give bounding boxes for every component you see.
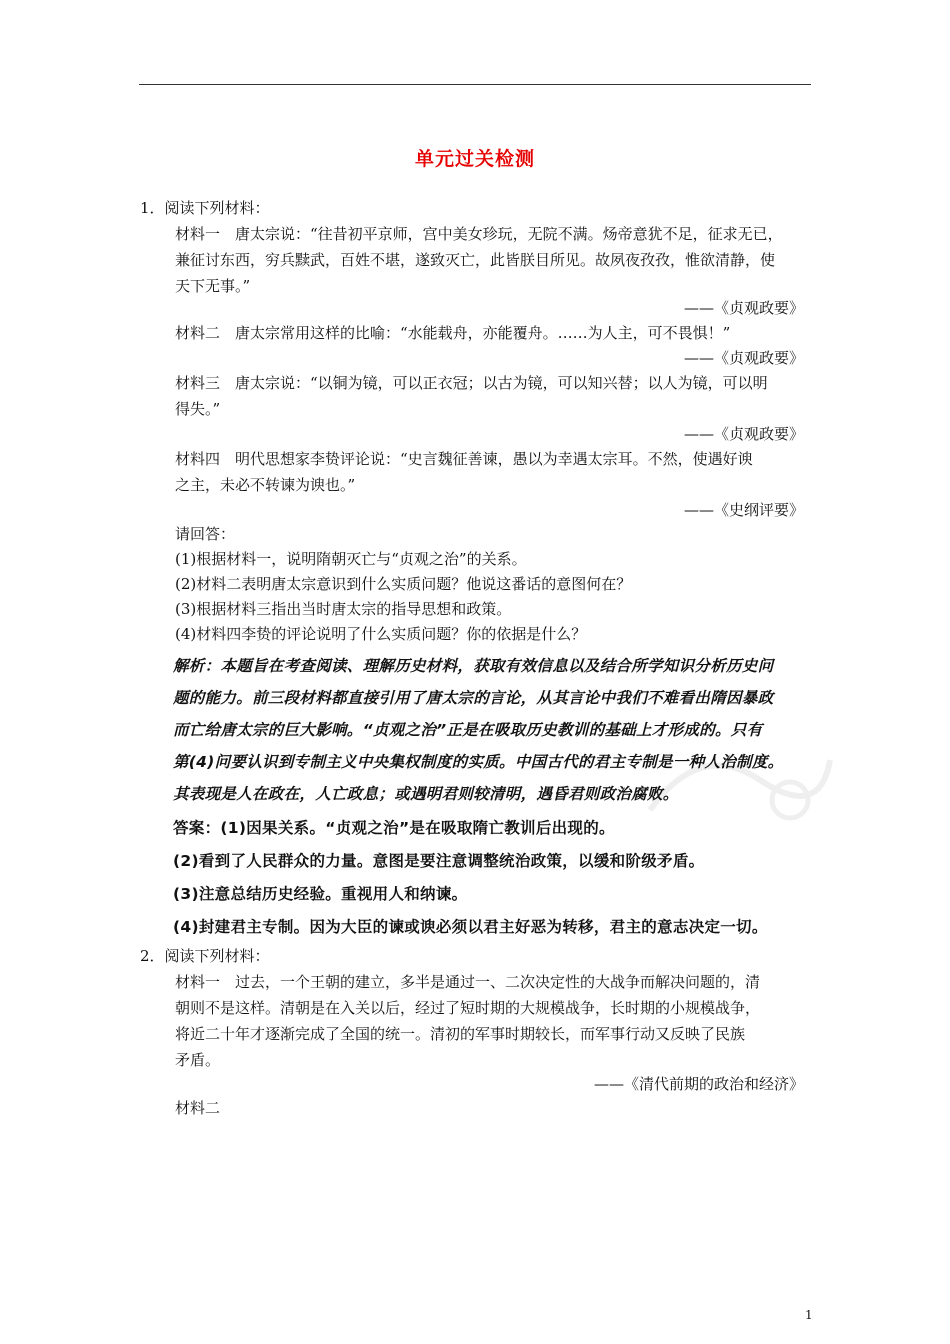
q1-m4-line: 材料四 明代思想家李贽评论说：“史言魏征善谏，愚以为幸遇太宗耳。不然，使遇好谀 <box>175 450 753 468</box>
q1-answer-line: (4)封建君主专制。因为大臣的谏或谀必须以君主好恶为转移，君主的意志决定一切。 <box>173 918 768 936</box>
q1-m4-line: 之主，未必不转谏为谀也。” <box>175 476 356 494</box>
q1-m3-line: 材料三 唐太宗说：“以铜为镜，可以正衣冠；以古为镜，可以知兴替；以人为镜，可以明 <box>175 374 768 392</box>
q2-m1-line: 将近二十年才逐渐完成了全国的统一。清初的军事时期较长，而军事行动又反映了民族 <box>175 1025 746 1043</box>
q2-m1-source: ——《清代前期的政治和经济》 <box>593 1075 804 1093</box>
q1-m3-line: 得失。” <box>175 400 221 418</box>
q1-intro: 1．阅读下列材料： <box>140 199 270 217</box>
q1-question: (2)材料二表明唐太宗意识到什么实质问题？他说这番话的意图何在？ <box>175 575 632 593</box>
q1-analysis-line: 而亡给唐太宗的巨大影响。“贞观之治”正是在吸取历史教训的基础上才形成的。只有 <box>173 721 763 739</box>
q1-question: (1)根据材料一，说明隋朝灭亡与“贞观之治”的关系。 <box>175 550 527 568</box>
header-rule <box>139 84 811 85</box>
q1-m2-line: 材料二 唐太宗常用这样的比喻：“水能载舟，亦能覆舟。……为人主，可不畏惧！” <box>175 324 731 342</box>
q1-analysis-line: 第(4)问要认识到专制主义中央集权制度的实质。中国古代的君主专制是一种人治制度。 <box>173 753 784 771</box>
q2-m1-line: 材料一 过去，一个王朝的建立，多半是通过一、二次决定性的大战争而解决问题的，清 <box>175 973 761 991</box>
q1-m1-line: 天下无事。” <box>175 277 251 295</box>
q2-m1-line: 矛盾。 <box>175 1051 221 1069</box>
q1-answer-line: (2)看到了人民群众的力量。意图是要注意调整统治政策，以缓和阶级矛盾。 <box>173 852 705 870</box>
q1-m1-source: ——《贞观政要》 <box>683 299 804 317</box>
q2-intro: 2．阅读下列材料： <box>140 947 270 965</box>
q1-m1-line: 材料一 唐太宗说：“往昔初平京师，宫中美女珍玩，无院不满。炀帝意犹不足，征求无已， <box>175 225 783 243</box>
q1-question: (4)材料四李贽的评论说明了什么实质问题？你的依据是什么？ <box>175 625 587 643</box>
q1-analysis-line: 题的能力。前三段材料都直接引用了唐太宗的言论，从其言论中我们不难看出隋因暴政 <box>173 689 774 707</box>
page-title: 单元过关检测 <box>414 148 535 170</box>
q1-m3-source: ——《贞观政要》 <box>683 425 804 443</box>
q1-m1-line: 兼征讨东西，穷兵黩武，百姓不堪，遂致灭亡，此皆朕目所见。故夙夜孜孜，惟欲清静，使 <box>175 251 776 269</box>
q2-m1-line: 朝则不是这样。清朝是在入关以后，经过了短时期的大规模战争，长时期的小规模战争， <box>175 999 761 1017</box>
page-number: 1 <box>805 1308 813 1322</box>
q1-question: (3)根据材料三指出当时唐太宗的指导思想和政策。 <box>175 600 512 618</box>
q1-answer-line: (3)注意总结历史经验。重视用人和纳谏。 <box>173 885 468 903</box>
q1-analysis-line: 其表现是人在政在，人亡政息；或遇明君则较清明，遇昏君则政治腐败。 <box>173 785 679 803</box>
q1-m4-source: ——《史纲评要》 <box>683 501 804 519</box>
q1-answer-line: 答案：(1)因果关系。“贞观之治”是在吸取隋亡教训后出现的。 <box>173 819 615 837</box>
q1-analysis-line: 解析：本题旨在考查阅读、理解历史材料，获取有效信息以及结合所学知识分析历史问 <box>173 657 774 675</box>
q2-m2-label: 材料二 <box>175 1099 221 1117</box>
q1-m2-source: ——《贞观政要》 <box>683 349 804 367</box>
q1-ask: 请回答： <box>175 525 236 543</box>
